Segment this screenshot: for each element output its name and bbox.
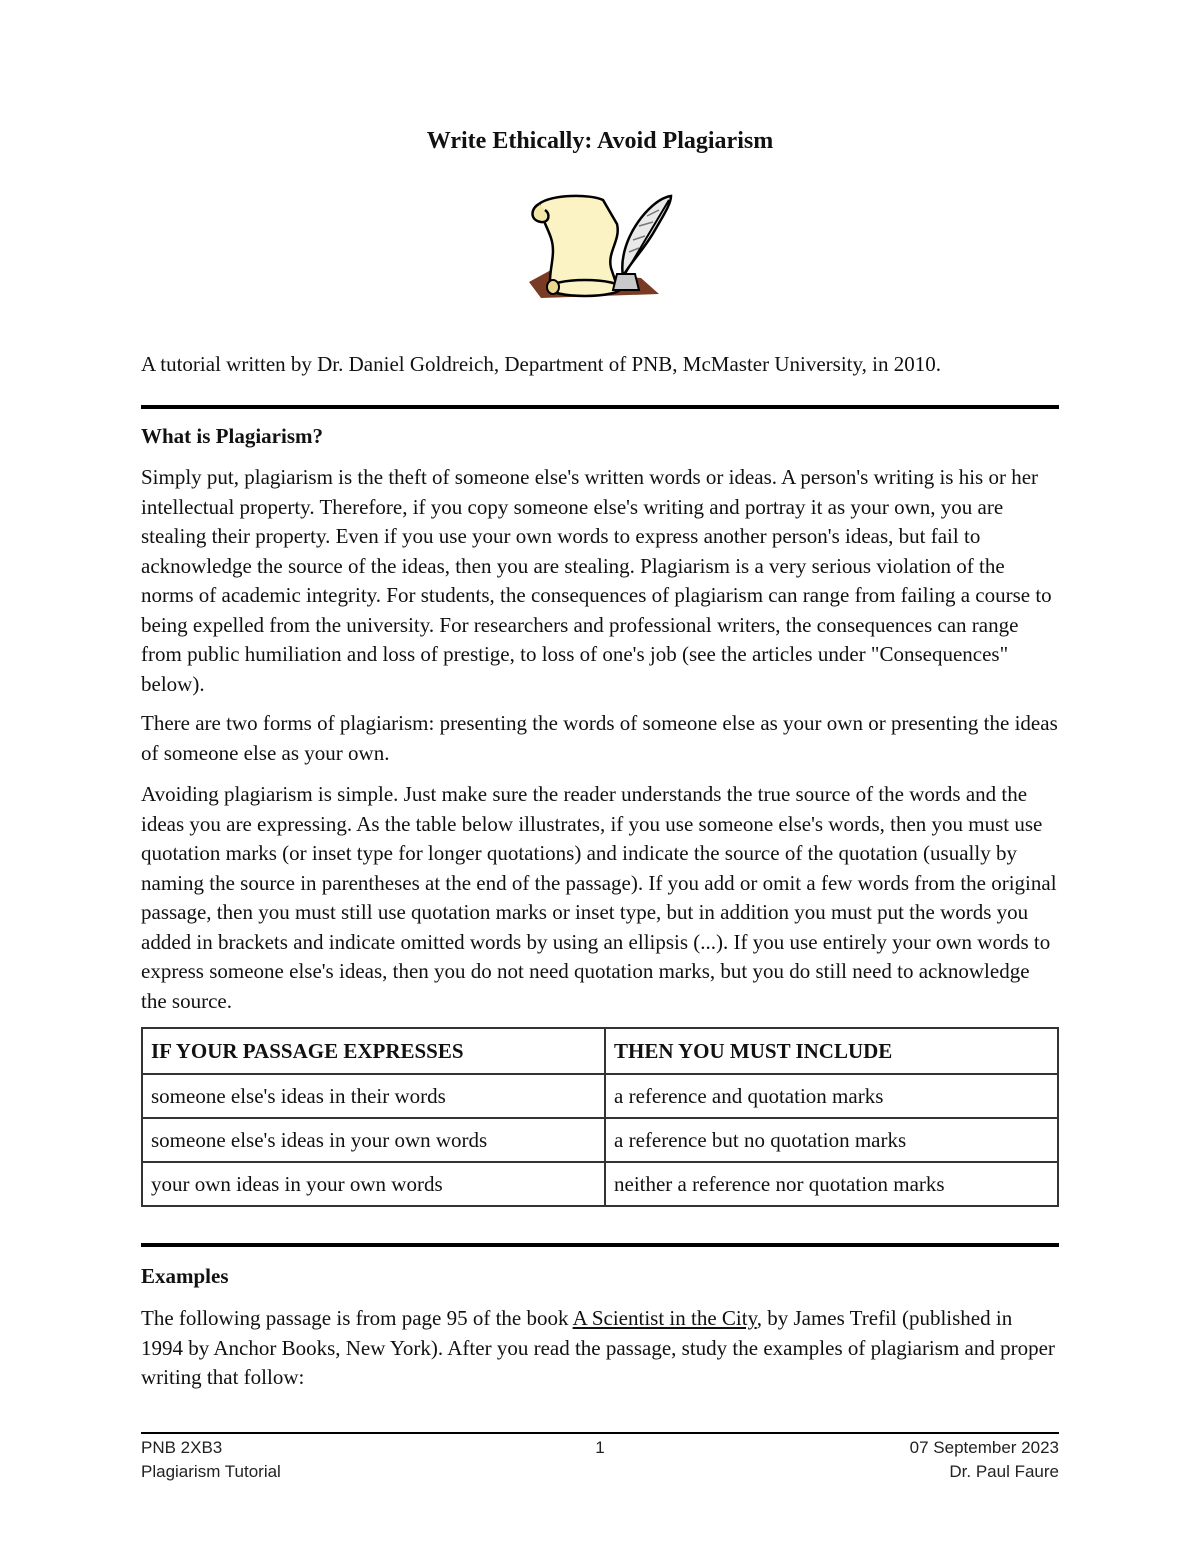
section-heading-what-is-plagiarism: What is Plagiarism? xyxy=(141,424,323,448)
table-header-cell: THEN YOU MUST INCLUDE xyxy=(605,1028,1058,1074)
table-row xyxy=(142,1162,1058,1206)
section-heading-examples: Examples xyxy=(141,1264,229,1288)
footer-doc-name: Plagiarism Tutorial xyxy=(141,1462,281,1481)
table-cell: a reference and quotation marks xyxy=(605,1074,1058,1118)
paragraph-examples-intro xyxy=(141,1304,1059,1393)
intro-text: The following passage is from page 95 of the book xyxy=(141,1306,573,1330)
table-cell: neither a reference nor quotation marks xyxy=(605,1162,1058,1206)
footer-page-number: 1 xyxy=(595,1438,605,1457)
book-title: A Scientist in the City xyxy=(572,1306,757,1330)
table-cell: someone else's ideas in your own words xyxy=(142,1118,605,1162)
section-divider xyxy=(141,405,1059,409)
byline: A tutorial written by Dr. Daniel Goldreich, Department of PNB, McMaster University, in 2010. xyxy=(141,352,941,376)
footer-date: 07 September 2023 xyxy=(909,1438,1059,1457)
intro-text: , by James Trefil (published in 1994 by Anchor Books, New York). After you read the passage, study the examples of plagiarism and proper writing that follow: xyxy=(141,1306,1055,1389)
table-row xyxy=(142,1118,1058,1162)
footer-course: PNB 2XB3 xyxy=(141,1438,223,1457)
table-header-row xyxy=(142,1028,1058,1074)
document-page xyxy=(141,0,1059,1553)
page-title: Write Ethically: Avoid Plagiarism xyxy=(426,128,774,154)
footer-divider xyxy=(141,1432,1059,1434)
table-cell: a reference but no quotation marks xyxy=(605,1118,1058,1162)
table-cell: your own ideas in your own words xyxy=(142,1162,605,1206)
paragraph-avoiding: Avoiding plagiarism is simple. Just make sure the reader understands the true source of the words and the ideas you are expressing. As the table below illustrates, if you use someone else's words, then you must use quotation marks (or inset type for longer quotations) and indicate the source of the quotation (usually by naming the source in parentheses at the end of the passage). If you add or omit a few words from the original passage, then you must still use quotation marks or inset type, but in addition you must put the words you added in brackets and indicate omitted words by using an ellipsis (...). If you use entirely your own words to express someone else's ideas, then you do not need quotation marks, but you do still need to acknowledge the source. xyxy=(141,782,1057,1013)
footer-author: Dr. Paul Faure xyxy=(949,1462,1059,1481)
table-cell: someone else's ideas in their words xyxy=(142,1074,605,1118)
paragraph-two-forms: There are two forms of plagiarism: presenting the words of someone else as your own or presenting the ideas of someone else as your own. xyxy=(141,711,1058,765)
table-row xyxy=(142,1074,1058,1118)
scroll-and-quill-icon xyxy=(521,190,681,302)
section-divider xyxy=(141,1243,1059,1247)
paragraph-definition: Simply put, plagiarism is the theft of someone else's written words or ideas. A person's writing is his or her intellectual property. Therefore, if you copy someone else's writing and portray it as your own, you are stealing their property. Even if you use your own words to express another person's ideas, but fail to acknowledge the source of the ideas, then you are stealing. Plagiarism is a very serious violation of the norms of academic integrity. For students, the consequences of plagiarism can range from failing a course to being expelled from the university. For researchers and professional writers, the consequences can range from public humiliation and loss of prestige, to loss of one's job (see the articles under "Consequences" below). xyxy=(141,465,1052,696)
reference-guide-table xyxy=(141,1027,1059,1207)
table-header-cell: IF YOUR PASSAGE EXPRESSES xyxy=(142,1028,605,1074)
